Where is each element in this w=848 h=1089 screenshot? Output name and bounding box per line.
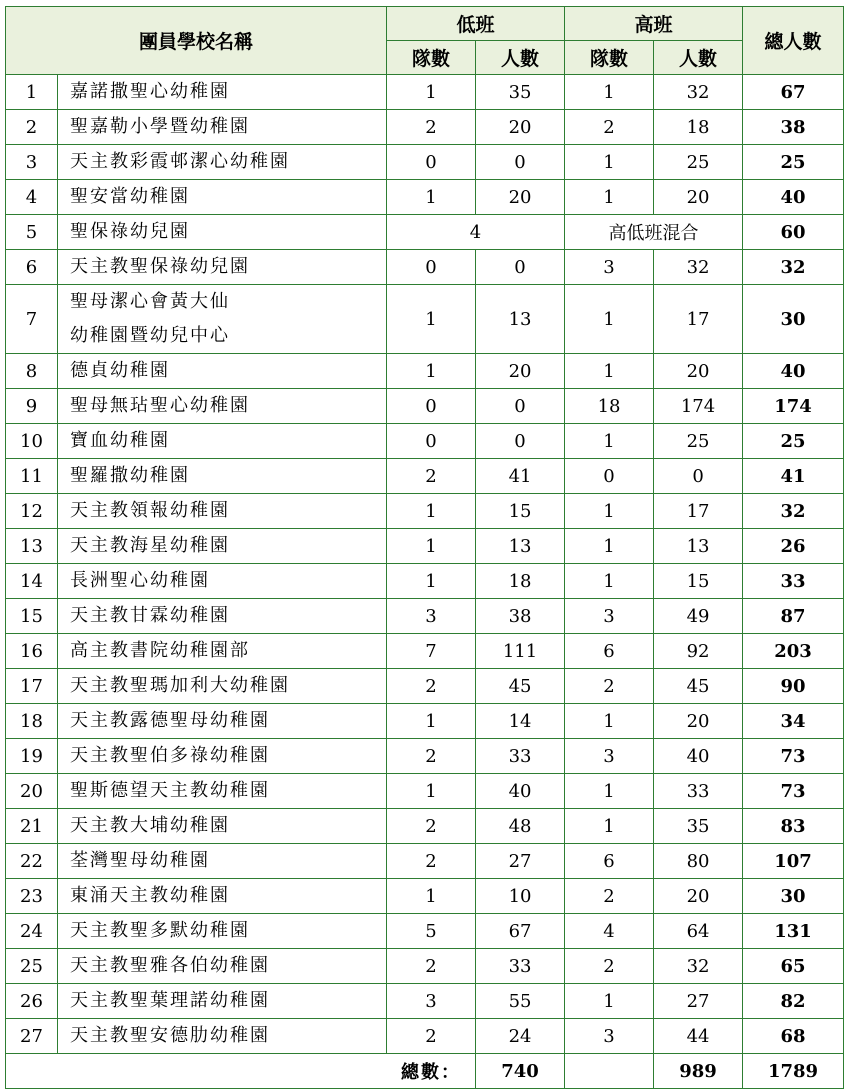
row-number: 10 (6, 424, 58, 459)
high-people: 33 (654, 774, 743, 809)
high-people: 174 (654, 389, 743, 424)
low-people: 20 (476, 354, 565, 389)
low-teams: 7 (387, 634, 476, 669)
high-teams: 1 (565, 984, 654, 1019)
row-number: 25 (6, 949, 58, 984)
low-people: 48 (476, 809, 565, 844)
table-body (6, 75, 844, 1054)
table-row (6, 564, 844, 599)
high-people: 17 (654, 494, 743, 529)
high-teams: 0 (565, 459, 654, 494)
table-row (6, 704, 844, 739)
header-high-people: 人數 (654, 41, 743, 75)
row-number: 4 (6, 180, 58, 215)
row-number: 13 (6, 529, 58, 564)
header-low-class: 低班 (387, 7, 565, 41)
footer-total: 1789 (743, 1054, 844, 1089)
low-teams: 1 (387, 704, 476, 739)
school-name: 德貞幼稚園 (58, 354, 387, 389)
table-row (6, 459, 844, 494)
table-row (6, 424, 844, 459)
row-number: 22 (6, 844, 58, 879)
school-name: 天主教聖瑪加利大幼稚園 (58, 669, 387, 704)
total-people: 26 (743, 529, 844, 564)
school-name: 聖保祿幼兒園 (58, 215, 387, 250)
table-row (6, 634, 844, 669)
row-number: 8 (6, 354, 58, 389)
low-people: 14 (476, 704, 565, 739)
school-name: 聖安當幼稚園 (58, 180, 387, 215)
school-name: 天主教領報幼稚園 (58, 494, 387, 529)
low-teams: 3 (387, 599, 476, 634)
row-number: 23 (6, 879, 58, 914)
school-name: 天主教露德聖母幼稚園 (58, 704, 387, 739)
total-people: 25 (743, 145, 844, 180)
high-teams: 6 (565, 844, 654, 879)
high-people: 20 (654, 354, 743, 389)
school-name-line: 聖母潔心會黃大仙 (70, 291, 230, 312)
high-people: 32 (654, 250, 743, 285)
low-people: 15 (476, 494, 565, 529)
row-number: 24 (6, 914, 58, 949)
high-people: 32 (654, 75, 743, 110)
high-people: 18 (654, 110, 743, 145)
high-people: 64 (654, 914, 743, 949)
footer-low-people: 740 (476, 1054, 565, 1089)
high-teams: 6 (565, 634, 654, 669)
mixed-class-note: 高低班混合 (565, 215, 743, 250)
total-people: 32 (743, 494, 844, 529)
school-name: 天主教聖多默幼稚園 (58, 914, 387, 949)
high-people: 20 (654, 180, 743, 215)
low-people: 33 (476, 739, 565, 774)
high-teams: 1 (565, 704, 654, 739)
footer-spacer (565, 1054, 654, 1089)
header-school-name: 團員學校名稱 (6, 7, 387, 75)
low-teams: 2 (387, 739, 476, 774)
high-teams: 3 (565, 250, 654, 285)
school-name: 聖嘉勒小學暨幼稚園 (58, 110, 387, 145)
low-teams: 1 (387, 180, 476, 215)
high-teams: 1 (565, 774, 654, 809)
high-teams: 1 (565, 809, 654, 844)
low-teams: 1 (387, 285, 476, 354)
high-people: 80 (654, 844, 743, 879)
low-teams: 5 (387, 914, 476, 949)
total-people: 34 (743, 704, 844, 739)
header-low-people: 人數 (476, 41, 565, 75)
low-teams: 2 (387, 669, 476, 704)
row-number: 11 (6, 459, 58, 494)
low-people: 0 (476, 389, 565, 424)
header-high-class: 高班 (565, 7, 743, 41)
high-teams: 2 (565, 110, 654, 145)
table-row (6, 389, 844, 424)
high-people: 49 (654, 599, 743, 634)
row-number: 5 (6, 215, 58, 250)
school-name: 天主教聖伯多祿幼稚園 (58, 739, 387, 774)
row-number: 14 (6, 564, 58, 599)
school-name: 天主教彩霞邨潔心幼稚園 (58, 145, 387, 180)
low-teams: 0 (387, 424, 476, 459)
footer-high-people: 989 (654, 1054, 743, 1089)
school-name: 天主教大埔幼稚園 (58, 809, 387, 844)
row-number: 16 (6, 634, 58, 669)
high-people: 17 (654, 285, 743, 354)
school-name: 天主教聖葉理諾幼稚園 (58, 984, 387, 1019)
low-teams: 1 (387, 774, 476, 809)
low-people: 20 (476, 180, 565, 215)
low-people: 55 (476, 984, 565, 1019)
school-name: 嘉諾撒聖心幼稚園 (58, 75, 387, 110)
row-number: 21 (6, 809, 58, 844)
table-row (6, 809, 844, 844)
table-row (6, 285, 844, 354)
low-people: 41 (476, 459, 565, 494)
table-row (6, 599, 844, 634)
high-people: 40 (654, 739, 743, 774)
low-people: 18 (476, 564, 565, 599)
total-people: 40 (743, 354, 844, 389)
total-people: 30 (743, 879, 844, 914)
high-people: 20 (654, 704, 743, 739)
total-people: 40 (743, 180, 844, 215)
table-row (6, 180, 844, 215)
table-row (6, 75, 844, 110)
row-number: 12 (6, 494, 58, 529)
school-name: 天主教聖保祿幼兒園 (58, 250, 387, 285)
row-number: 15 (6, 599, 58, 634)
school-name: 高主教書院幼稚園部 (58, 634, 387, 669)
table-row (6, 984, 844, 1019)
total-people: 65 (743, 949, 844, 984)
high-teams: 3 (565, 599, 654, 634)
table-row (6, 669, 844, 704)
total-people: 87 (743, 599, 844, 634)
school-name-line: 幼稚園暨幼兒中心 (70, 325, 230, 346)
low-teams: 2 (387, 1019, 476, 1054)
high-people: 25 (654, 145, 743, 180)
row-number: 19 (6, 739, 58, 774)
low-people: 111 (476, 634, 565, 669)
low-people: 38 (476, 599, 565, 634)
total-people: 131 (743, 914, 844, 949)
table-footer (6, 1054, 844, 1089)
total-people: 83 (743, 809, 844, 844)
high-teams: 2 (565, 949, 654, 984)
school-name: 天主教甘霖幼稚園 (58, 599, 387, 634)
row-number: 26 (6, 984, 58, 1019)
total-people: 203 (743, 634, 844, 669)
low-teams: 1 (387, 564, 476, 599)
school-name: 東涌天主教幼稚園 (58, 879, 387, 914)
total-people: 38 (743, 110, 844, 145)
high-teams: 4 (565, 914, 654, 949)
school-name: 天主教海星幼稚園 (58, 529, 387, 564)
total-people: 33 (743, 564, 844, 599)
table-row (6, 494, 844, 529)
low-teams: 0 (387, 250, 476, 285)
table-row (6, 145, 844, 180)
school-name: 聖斯德望天主教幼稚園 (58, 774, 387, 809)
row-number: 9 (6, 389, 58, 424)
total-people: 41 (743, 459, 844, 494)
high-people: 45 (654, 669, 743, 704)
low-people: 27 (476, 844, 565, 879)
school-name: 聖羅撒幼稚園 (58, 459, 387, 494)
low-teams: 1 (387, 354, 476, 389)
table-row (6, 949, 844, 984)
total-people: 32 (743, 250, 844, 285)
table-row (6, 1019, 844, 1054)
low-teams: 1 (387, 529, 476, 564)
low-teams: 1 (387, 75, 476, 110)
table-row (6, 739, 844, 774)
table-row (6, 354, 844, 389)
table-row (6, 844, 844, 879)
low-teams: 2 (387, 809, 476, 844)
school-name: 天主教聖安德肋幼稚園 (58, 1019, 387, 1054)
low-teams: 2 (387, 110, 476, 145)
high-teams: 2 (565, 879, 654, 914)
high-teams: 18 (565, 389, 654, 424)
row-number: 7 (6, 285, 58, 354)
school-name (58, 285, 387, 354)
header-total-people: 總人數 (743, 7, 844, 75)
table-row (6, 914, 844, 949)
low-people: 0 (476, 424, 565, 459)
table-row (6, 215, 844, 250)
high-people: 25 (654, 424, 743, 459)
high-people: 0 (654, 459, 743, 494)
row-number: 20 (6, 774, 58, 809)
low-people: 13 (476, 529, 565, 564)
table-row (6, 774, 844, 809)
low-teams: 0 (387, 145, 476, 180)
high-teams: 1 (565, 424, 654, 459)
low-teams: 3 (387, 984, 476, 1019)
high-people: 35 (654, 809, 743, 844)
table-row (6, 879, 844, 914)
mixed-teams: 4 (387, 215, 565, 250)
low-teams: 2 (387, 844, 476, 879)
school-name: 天主教聖雅各伯幼稚園 (58, 949, 387, 984)
high-teams: 1 (565, 75, 654, 110)
high-teams: 2 (565, 669, 654, 704)
low-people: 20 (476, 110, 565, 145)
high-people: 13 (654, 529, 743, 564)
high-teams: 1 (565, 145, 654, 180)
high-people: 15 (654, 564, 743, 599)
school-name: 聖母無玷聖心幼稚園 (58, 389, 387, 424)
total-people: 67 (743, 75, 844, 110)
total-people: 107 (743, 844, 844, 879)
low-people: 0 (476, 145, 565, 180)
low-people: 33 (476, 949, 565, 984)
low-people: 35 (476, 75, 565, 110)
row-number: 6 (6, 250, 58, 285)
total-people: 60 (743, 215, 844, 250)
header-low-teams: 隊數 (387, 41, 476, 75)
school-name: 寶血幼稚園 (58, 424, 387, 459)
low-people: 45 (476, 669, 565, 704)
high-teams: 1 (565, 494, 654, 529)
low-teams: 1 (387, 494, 476, 529)
high-teams: 1 (565, 285, 654, 354)
low-people: 10 (476, 879, 565, 914)
low-people: 40 (476, 774, 565, 809)
high-teams: 1 (565, 529, 654, 564)
table-header (6, 7, 844, 75)
row-number: 27 (6, 1019, 58, 1054)
table-row (6, 110, 844, 145)
total-people: 174 (743, 389, 844, 424)
high-teams: 1 (565, 564, 654, 599)
low-teams: 1 (387, 879, 476, 914)
high-teams: 1 (565, 180, 654, 215)
high-people: 32 (654, 949, 743, 984)
high-people: 27 (654, 984, 743, 1019)
kindergarten-participants-table (5, 6, 844, 1089)
total-people: 90 (743, 669, 844, 704)
total-people: 68 (743, 1019, 844, 1054)
high-people: 20 (654, 879, 743, 914)
header-high-teams: 隊數 (565, 41, 654, 75)
low-teams: 0 (387, 389, 476, 424)
table-row (6, 529, 844, 564)
total-people: 30 (743, 285, 844, 354)
high-teams: 3 (565, 1019, 654, 1054)
school-name: 長洲聖心幼稚園 (58, 564, 387, 599)
low-people: 67 (476, 914, 565, 949)
high-teams: 3 (565, 739, 654, 774)
low-teams: 2 (387, 459, 476, 494)
high-people: 44 (654, 1019, 743, 1054)
school-name: 荃灣聖母幼稚園 (58, 844, 387, 879)
row-number: 17 (6, 669, 58, 704)
total-people: 73 (743, 739, 844, 774)
total-people: 73 (743, 774, 844, 809)
row-number: 1 (6, 75, 58, 110)
high-people: 92 (654, 634, 743, 669)
total-people: 25 (743, 424, 844, 459)
total-people: 82 (743, 984, 844, 1019)
low-people: 13 (476, 285, 565, 354)
row-number: 3 (6, 145, 58, 180)
low-teams: 2 (387, 949, 476, 984)
low-people: 0 (476, 250, 565, 285)
high-teams: 1 (565, 354, 654, 389)
table-row (6, 250, 844, 285)
low-people: 24 (476, 1019, 565, 1054)
row-number: 2 (6, 110, 58, 145)
footer-label: 總數： (6, 1054, 476, 1089)
row-number: 18 (6, 704, 58, 739)
